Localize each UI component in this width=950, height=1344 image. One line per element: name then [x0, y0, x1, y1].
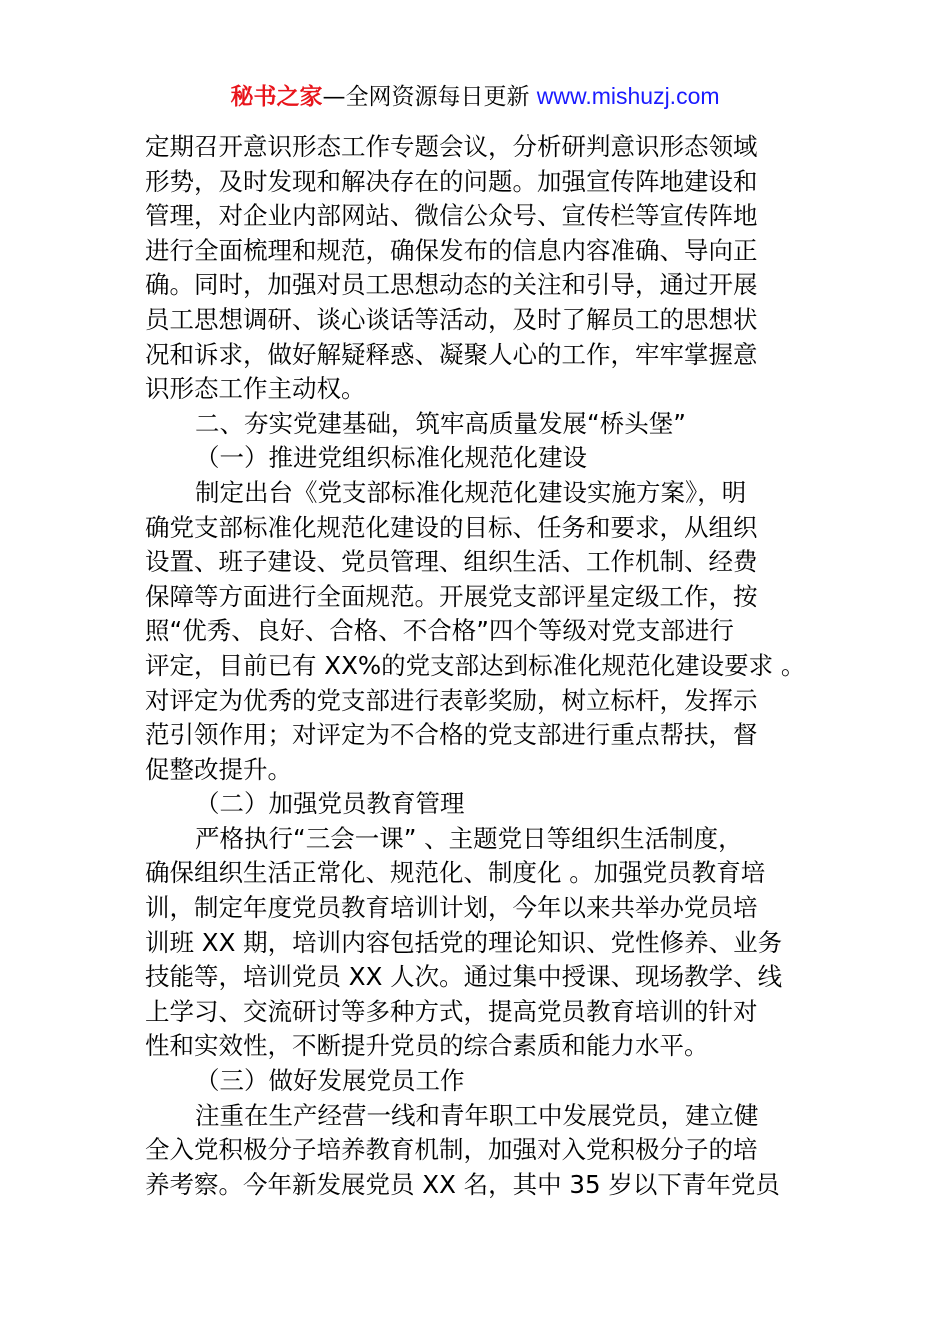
text-line: 养考察。今年新发展党员 XX 名，其中 35 岁以下青年党员 [145, 1169, 780, 1199]
text-line: 范引领作用；对评定为不合格的党支部进行重点帮扶，督 [145, 720, 758, 750]
document-body [145, 130, 810, 1202]
header-tagline: —全网资源每日更新 [322, 84, 530, 110]
text-line: 管理，对企业内部网站、微信公众号、宣传栏等宣传阵地 [145, 201, 758, 231]
text-line: 性和实效性，不断提升党员的综合素质和能力水平。 [145, 1031, 709, 1061]
text-line: 训，制定年度党员教育培训计划，今年以来共举办党员培 [145, 893, 758, 923]
site-url[interactable]: www.mishuzj.com [536, 83, 720, 109]
subsection-heading: （三）做好发展党员工作 [195, 1066, 465, 1096]
text-line: 促整改提升。 [145, 754, 292, 784]
text-line: 全入党积极分子培养教育机制，加强对入党积极分子的培 [145, 1135, 758, 1165]
text-line: 形势，及时发现和解决存在的问题。加强宣传阵地建设和 [145, 166, 758, 196]
text-line: 设置、班子建设、党员管理、组织生活、工作机制、经费 [145, 547, 758, 577]
text-line: 确。同时，加强对员工思想动态的关注和引导，通过开展 [145, 270, 758, 300]
text-line: 照“优秀、良好、合格、不合格”四个等级对党支部进行 [145, 616, 734, 646]
site-header [0, 78, 950, 115]
text-line: 评定，目前已有 XX%的党支部达到标准化规范化建设要求 。 [145, 650, 806, 680]
text-line: 况和诉求，做好解疑释惑、凝聚人心的工作，牢牢掌握意 [145, 339, 758, 369]
brand-name: 秘书之家 [230, 84, 323, 110]
paragraph-first-line: 严格执行“三会一课” 、主题党日等组织生活制度， [195, 823, 743, 853]
text-line: 进行全面梳理和规范，确保发布的信息内容准确、导向正 [145, 235, 758, 265]
text-line: 定期召开意识形态工作专题会议，分析研判意识形态领域 [145, 132, 758, 161]
text-line: 对评定为优秀的党支部进行表彰奖励，树立标杆，发挥示 [145, 685, 758, 715]
paragraph-first-line: 制定出台《党支部标准化规范化建设实施方案》，明 [195, 477, 747, 507]
text-line: 确党支部标准化规范化建设的目标、任务和要求，从组织 [145, 512, 758, 542]
text-line: 识形态工作主动权。 [145, 374, 366, 404]
text-line: 技能等，培训党员 XX 人次。通过集中授课、现场教学、线 [145, 962, 783, 992]
text-line: 确保组织生活正常化、规范化、制度化 。加强党员教育培 [145, 858, 766, 888]
text-line: 训班 XX 期，培训内容包括党的理论知识、党性修养、业务 [145, 927, 783, 957]
paragraph-first-line: 注重在生产经营一线和青年职工中发展党员，建立健 [195, 1100, 759, 1130]
text-line: 保障等方面进行全面规范。开展党支部评星定级工作，按 [145, 581, 758, 611]
section-heading: 二、夯实党建基础，筑牢高质量发展“桥头堡” [195, 408, 686, 438]
subsection-heading: （二）加强党员教育管理 [195, 789, 465, 819]
text-line: 员工思想调研、谈心谈话等活动，及时了解员工的思想状 [145, 304, 758, 334]
subsection-heading: （一）推进党组织标准化规范化建设 [195, 443, 587, 473]
text-line: 上学习、交流研讨等多种方式，提高党员教育培训的针对 [145, 996, 758, 1026]
